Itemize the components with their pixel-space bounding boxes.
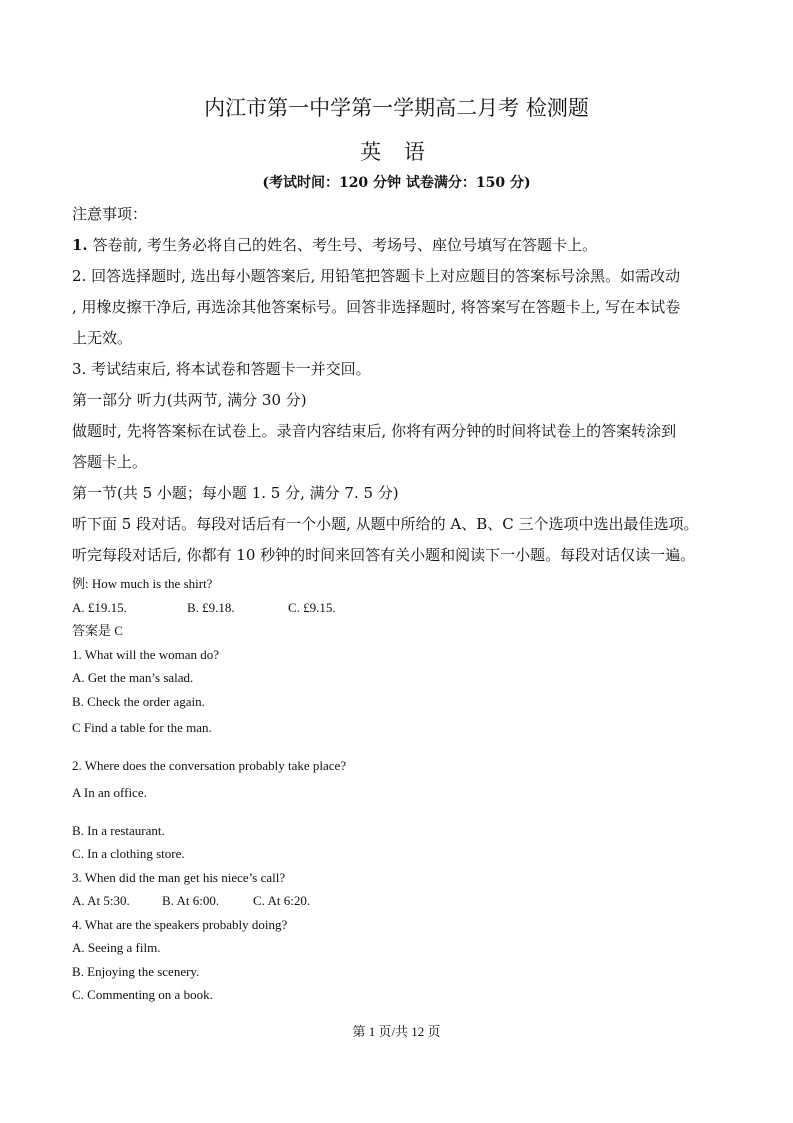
part1-instruction-2: 答题卡上。: [72, 453, 148, 471]
question-3-option-b: B. At 6:00.: [162, 893, 220, 908]
subject-title: 英 语: [360, 140, 433, 164]
note-item-2-end: 上无效。: [72, 329, 133, 347]
notes-heading: 注意事项：: [72, 205, 148, 223]
example-question: 例: How much is the shirt?: [72, 576, 213, 591]
question-2-option-c: C. In a clothing store.: [72, 846, 185, 861]
question-1-option-a: A. Get the man’s salad.: [72, 670, 194, 685]
question-4-option-c: C. Commenting on a book.: [72, 987, 213, 1002]
question-1: 1. What will the woman do?: [72, 646, 220, 662]
question-4-option-a: A. Seeing a film.: [72, 940, 161, 955]
question-3-option-c: C. At 6:20.: [253, 893, 311, 908]
page-number: 第 1 页/共 12 页: [352, 1024, 441, 1039]
notes-section: [72, 199, 732, 571]
part1-heading: 第一部分 听力(共两节, 满分 30 分): [72, 391, 307, 409]
question-4-option-b: B. Enjoying the scenery.: [72, 963, 200, 979]
question-3: 3. When did the man get his niece’s call?: [72, 869, 286, 885]
question-1-option-c: C Find a table for the man.: [72, 720, 212, 735]
question-3-options: [72, 889, 732, 913]
note-item-1: 1. 答卷前, 考生务必将自己的姓名、考生号、考场号、座位号填写在答题卡上。: [72, 236, 597, 254]
example-option-a: A. £19.15.: [72, 599, 127, 615]
question-4: 4. What are the speakers probably doing?: [72, 916, 288, 932]
note-item-3: 3. 考试结束后, 将本试卷和答题卡一并交回。: [72, 360, 371, 378]
note-item-2: 2. 回答选择题时, 选出每小题答案后, 用铅笔把答题卡上对应题目的答案标号涂黑。如需改动: [72, 267, 681, 285]
question-2: 2. Where does the conversation probably take place?: [72, 757, 347, 773]
example-options: [72, 596, 732, 620]
question-2-option-a: A In an office.: [72, 785, 147, 800]
part1-instruction-1: 做题时, 先将答案标在试卷上。录音内容结束后, 你将有两分钟的时间将试卷上的答案转涂到: [72, 422, 677, 440]
section1-instruction-1: 听下面 5 段对话。每段对话后有一个小题, 从题中所给的 A、B、C 三个选项中选出最佳选项。: [72, 515, 699, 533]
question-1-option-b: B. Check the order again.: [72, 693, 205, 709]
section1-instruction-2: 听完每段对话后, 你都有 10 秒钟的时间来回答有关小题和阅读下一小题。每段对话仅读一遍。: [72, 546, 696, 564]
spacer: [72, 805, 732, 819]
spacer: [72, 740, 732, 754]
question-3-option-a: A. At 5:30.: [72, 893, 130, 908]
note-item-1-text: 答卷前, 考生务必将自己的姓名、考生号、考场号、座位号填写在答题卡上。: [92, 236, 597, 254]
section1-heading: 第一节(共 5 小题；每小题 1. 5 分, 满分 7. 5 分): [72, 484, 399, 502]
example-option-b: B. £9.18.: [187, 599, 235, 615]
exam-info: (考试时间：120 分钟 试卷满分：150 分): [262, 175, 531, 191]
example-option-c: C. £9.15.: [288, 599, 336, 615]
question-2-option-b: B. In a restaurant.: [72, 822, 165, 838]
exam-title: 内江市第一中学第一学期高二月考 检测题: [204, 96, 589, 120]
questions-section: [72, 572, 732, 1007]
note-item-2-cont: , 用橡皮擦干净后, 再选涂其他答案标号。回答非选择题时, 将答案写在答题卡上, 写在本试卷: [72, 298, 681, 316]
example-answer: 答案是 C: [72, 623, 123, 638]
